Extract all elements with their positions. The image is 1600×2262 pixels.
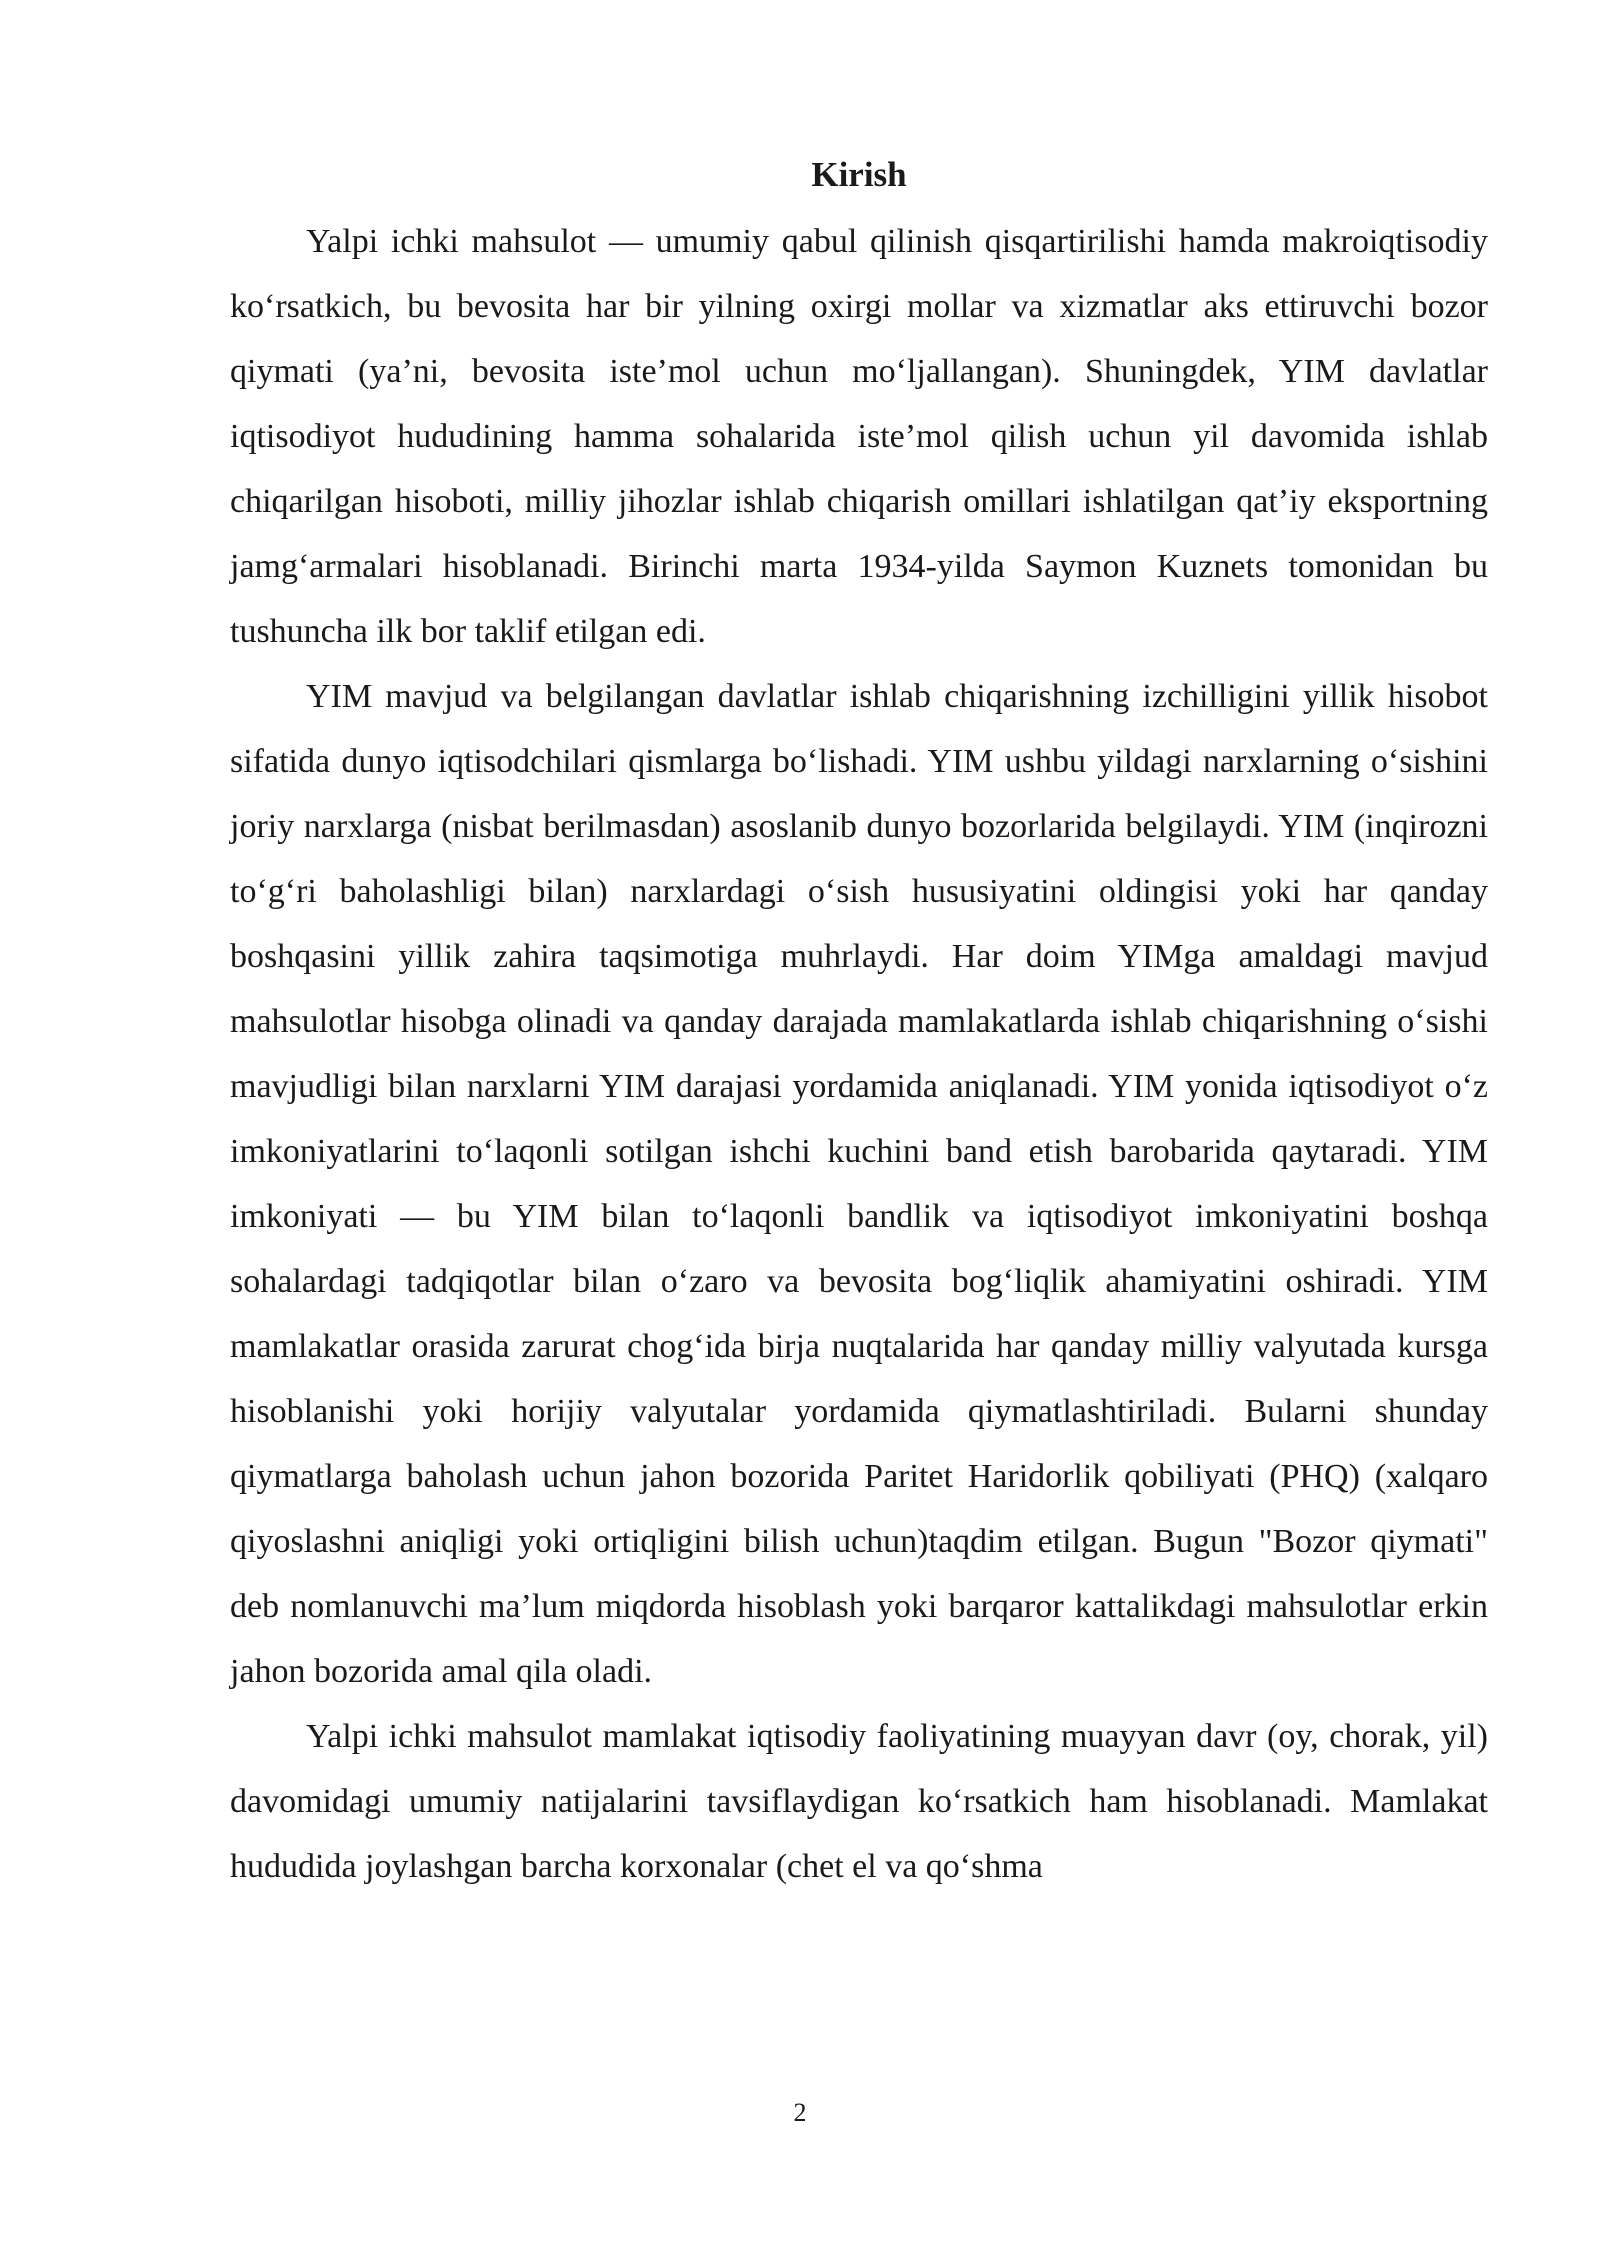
page-number: 2: [793, 2098, 807, 2127]
paragraph-1: Yalpi ichki mahsulot — umumiy qabul qilinish qisqartirilishi hamda makroiqtisodiy koʻrsatkich, bu bevosita har bir yilning oxirgi mollar va xizmatlar aks ettiruvchi bozor qiymati (ya’ni, bevosita iste’mol uchun moʻljallangan). Shuningdek, YIM davlatlar iqtisodiyot hududining hamma sohalarida iste’mol qilish uchun yil davomida ishlab chiqarilgan hisoboti, milliy jihozlar ishlab chiqarish omillari ishlatilgan qat’iy eksportning jamgʻarmalari hisoblanadi. Birinchi marta 1934-yilda Saymon Kuznets tomonidan bu tushuncha ilk bor taklif etilgan edi.: [230, 223, 1488, 650]
document-body: [230, 145, 1488, 1899]
paragraph-2: YIM mavjud va belgilangan davlatlar ishlab chiqarishning izchilligini yillik hisobot sifatida dunyo iqtisodchilari qismlarga boʻlishadi. YIM ushbu yildagi narxlarning oʻsishini joriy narxlarga (nisbat berilmasdan) asoslanib dunyo bozorlarida belgilaydi. YIM (inqirozni toʻgʻri baholashligi bilan) narxlardagi oʻsish hususiyatini oldingisi yoki har qanday boshqasini yillik zahira taqsimotiga muhrlaydi. Har doim YIMga amaldagi mavjud mahsulotlar hisobga olinadi va qanday darajada mamlakatlarda ishlab chiqarishning oʻsishi mavjudligi bilan narxlarni YIM darajasi yordamida aniqlanadi. YIM yonida iqtisodiyot oʻz imkoniyatlarini toʻlaqonli sotilgan ishchi kuchini band etish barobarida qaytaradi. YIM imkoniyati — bu YIM bilan toʻlaqonli bandlik va iqtisodiyot imkoniyatini boshqa sohalardagi tadqiqotlar bilan oʻzaro va bevosita bogʻliqlik ahamiyatini oshiradi. YIM mamlakatlar orasida zarurat chogʻida birja nuqtalarida har qanday milliy valyutada kursga hisoblanishi yoki horijiy valyutalar yordamida qiymatlashtiriladi. Bularni shunday qiymatlarga baholash uchun jahon bozorida Paritet Haridorlik qobiliyati (PHQ) (xalqaro qiyoslashni aniqligi yoki ortiqligini bilish uchun)taqdim etilgan. Bugun "Bozor qiymati" deb nomlanuvchi ma’lum miqdorda hisoblash yoki barqaror kattalikdagi mahsulotlar erkin jahon bozorida amal qila oladi.: [230, 678, 1488, 1690]
section-title: Kirish: [811, 155, 907, 194]
paragraph-3: Yalpi ichki mahsulot mamlakat iqtisodiy faoliyatining muayyan davr (oy, chorak, yil) davomidagi umumiy natijalarini tavsiflaydigan koʻrsatkich ham hisoblanadi. Mamlakat hududida joylashgan barcha korxonalar (chet el va qoʻshma: [230, 1718, 1488, 1885]
